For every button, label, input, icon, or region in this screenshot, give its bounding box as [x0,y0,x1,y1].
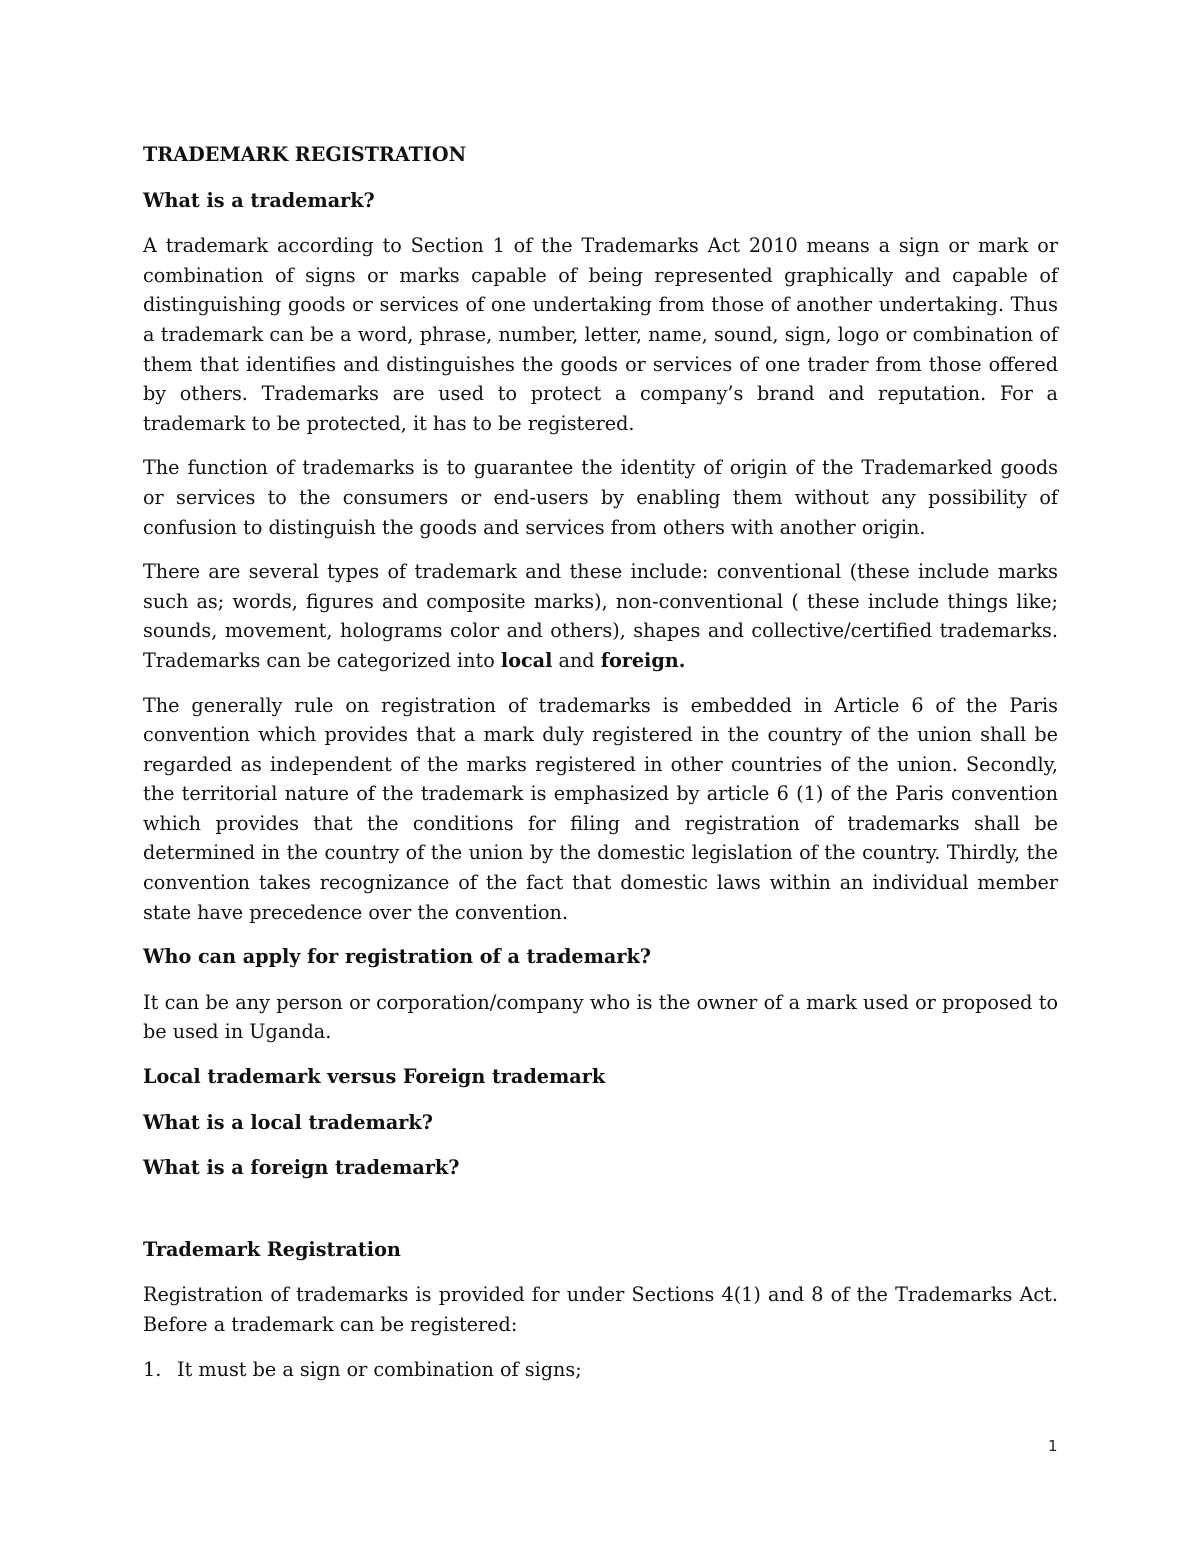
paragraph-trademark-function: The function of trademarks is to guarantee the identity of origin of the Trademarked goods or services to the consumers or end-users by enabling them without any possibility of confusion to distinguish the goods and services from others with another origin. [143,456,1058,539]
paragraph-trademark-definition: A trademark according to Section 1 of the Trademarks Act 2010 means a sign or mark or combination of signs or marks capable of being represented graphically and capable of distinguishing goods or services of one undertaking from those of another undertaking. Thus a trademark can be a word, phrase, number, letter, name, sound, sign, logo or combination of them that identifies and distinguishes the goods or services of one trader from those offered by others. Trademarks are used to protect a company’s brand and reputation. For a trademark to be protected, it has to be registered. [143,234,1058,435]
heading-local-vs-foreign: Local trademark versus Foreign trademark [143,1065,606,1089]
types-bold-local: local [500,648,553,672]
paragraph-registration-provisions: Registration of trademarks is provided for under Sections 4(1) and 8 of the Trademarks Act. Before a trademark can be registered: [143,1283,1058,1336]
paragraph-paris-convention: The generally rule on registration of trademarks is embedded in Article 6 of the Paris convention which provides that a mark duly registered in the country of the union shall be regarded as independent of the marks registered in other countries of the union. Secondly, the territorial nature of the trademark is emphasized by article 6 (1) of the Paris convention which provides that the conditions for filing and registration of trademarks shall be determined in the country of the union by the domestic legislation of the country. Thirdly, the convention takes recognizance of the fact that domestic laws within an individual member state have precedence over the convention. [143,693,1058,924]
heading-trademark-registration: Trademark Registration [143,1237,401,1261]
list-item-number: 1. [143,1357,162,1381]
heading-who-can-apply: Who can apply for registration of a trademark? [143,945,652,969]
paragraph-applicant: It can be any person or corporation/company who is the owner of a mark used or proposed to be used in Uganda. [143,990,1058,1044]
page-number: 1 [1048,1437,1058,1455]
heading-local-trademark: What is a local trademark? [143,1110,433,1134]
document-title: TRADEMARK REGISTRATION [143,143,467,166]
types-connector: and [552,648,601,672]
types-bold-foreign: foreign. [600,648,686,672]
types-text: There are several types of trademark and these include: conventional (these include marks such as; words, figures and composite marks), non-conventional ( these include things like; sounds, movement, holograms color and others), shapes and collective/certified trademarks. Trademarks can be categorized into [143,560,1058,672]
heading-what-is-trademark: What is a trademark? [143,188,375,212]
paragraph-trademark-types [143,557,1058,675]
heading-foreign-trademark: What is a foreign trademark? [143,1156,460,1180]
document-body [143,140,1058,1384]
list-item-text: It must be a sign or combination of signs; [177,1357,582,1381]
list-item [143,1355,1058,1385]
